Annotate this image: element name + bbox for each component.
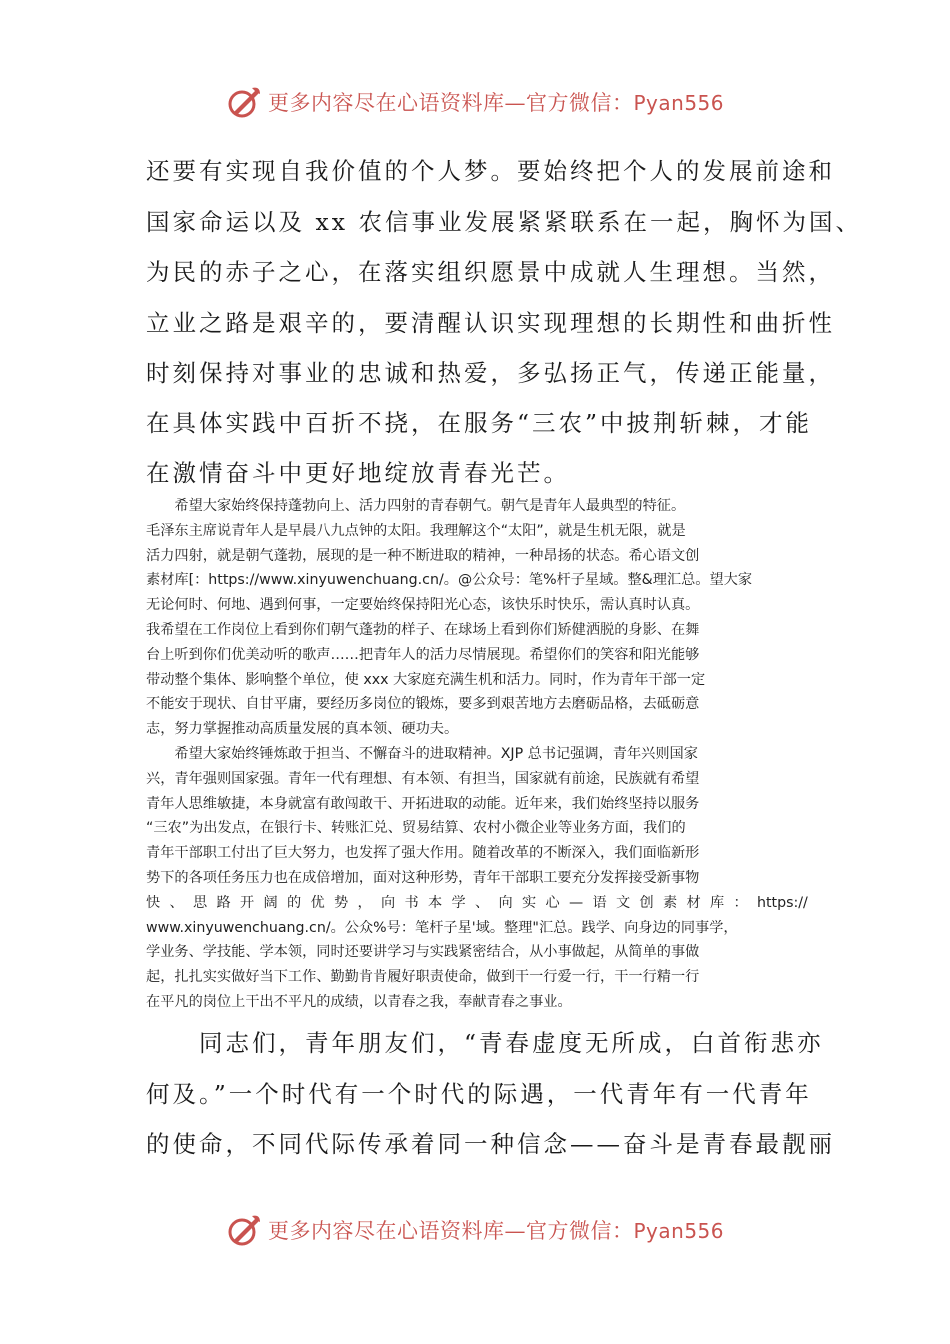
para1-line: 国家命运以及 xx 农信事业发展紧紧联系在一起，胸怀为国、 <box>146 208 862 236</box>
justified-token: https:// <box>756 894 808 911</box>
footer-banner <box>0 1210 950 1250</box>
justified-token: 实 <box>522 894 537 911</box>
justified-token: 向 <box>381 894 396 911</box>
header-banner-dash: — <box>504 91 526 115</box>
para3-line: “三农”为出发点，在银行卡、转账汇兑、贸易结算、农村小微企业等业务方面，我们的 <box>146 820 686 837</box>
para4-line: 何及。”一个时代有一个时代的际遇，一代青年有一代青年 <box>146 1080 812 1108</box>
footer-banner-text <box>268 1215 724 1245</box>
para2-line: 活力四射，就是朝气蓬勃，展现的是一种不断进取的精神，一种昂扬的状态。希心语文创 <box>146 547 700 564</box>
para3-line: 希望大家始终锤炼敢于担当、不懈奋斗的进取精神。XJP 总书记强调，青年兴则国家 <box>146 746 698 762</box>
quill-logo-icon <box>226 84 262 120</box>
footer-banner-content <box>226 1212 724 1248</box>
justified-token: 本 <box>428 894 443 911</box>
para2-line: 毛泽东主席说青年人是早晨八九点钟的太阳。我理解这个“太阳”，就是生机无限，就是 <box>146 522 686 539</box>
justified-token: 势 <box>334 894 349 911</box>
quill-logo-icon <box>226 1212 262 1248</box>
para1-line: 在激情奋斗中更好地绽放青春光芒。 <box>146 459 570 487</box>
para3-line: 青年人思维敏捷，本身就富有敢闯敢干、开拓进取的动能。近年来，我们始终坚持以服务 <box>146 795 700 812</box>
footer-banner-dash: — <box>504 1219 526 1243</box>
para1-line: 还要有实现自我价值的个人梦。要始终把个人的发展前途和 <box>146 157 835 185</box>
header-banner <box>0 82 950 122</box>
justified-token: 思 <box>193 894 208 911</box>
header-banner-text <box>268 87 724 117</box>
para2-line: 无论何时、何地、遇到何事，一定要始终保持阳光心态，该快乐时快乐，需认真时认真。 <box>146 597 700 614</box>
justified-token: ， <box>357 894 372 911</box>
justified-token: 、 <box>169 894 184 911</box>
para2-line: 台上听到你们优美动听的歌声……把青年人的活力尽情展现。希望你们的笑容和阳光能够 <box>146 646 700 663</box>
justified-token: 创 <box>639 894 654 911</box>
justified-token: 文 <box>615 894 631 911</box>
para1-line: 为民的赤子之心，在落实组织愿景中成就人生理想。当然， <box>146 258 835 286</box>
justified-token: — <box>569 894 584 911</box>
para1-line: 在具体实践中百折不挠，在服务“三农”中披荆斩棘，才能 <box>146 409 813 437</box>
paragraph-2 <box>146 494 808 742</box>
justified-token: 优 <box>310 894 325 911</box>
justified-token: 开 <box>240 894 255 911</box>
justified-token: 、 <box>475 894 490 911</box>
justified-token: 向 <box>498 894 513 911</box>
para1-line: 时刻保持对事业的忠诚和热爱，多弘扬正气，传递正能量， <box>146 359 835 387</box>
para3-line: 兴，青年强则国家强。青年一代有理想、有本领、有担当，国家就有前途，民族就有希望 <box>146 770 700 787</box>
para2-line: 希望大家始终保持蓬勃向上、活力四射的青春朝气。朝气是青年人最典型的特征。 <box>146 498 686 514</box>
justified-token: 的 <box>287 894 302 911</box>
header-banner-wechat: Pyan556 <box>633 91 724 115</box>
para2-line: 素材库[：https://www.xinyuwenchuang.cn/。@公众号：笔%杆子星域。整&理汇总。望大家 <box>146 572 753 589</box>
justified-token: 路 <box>216 894 231 911</box>
footer-banner-official: 官方微信： <box>525 1219 634 1243</box>
para2-line: 志，努力掌握推动高质量发展的真本领、硬功夫。 <box>146 721 459 738</box>
para2-line: 不能安于现状、自甘平庸，要经历多岗位的锻炼，要多到艰苦地方去磨砺品格，去砥砺意 <box>146 696 700 713</box>
justified-token: 材 <box>686 894 701 911</box>
para3-line: 起，扎扎实实做好当下工作、勤勤肯肯履好职责使命，做到干一行爱一行，干一行精一行 <box>146 969 700 986</box>
para3-line: 青年干部职工付出了巨大努力，也发挥了强大作用。随着改革的不断深入，我们面临新形 <box>146 845 700 862</box>
para3-line: 势下的各项任务压力也在成倍增加，面对这种形势，青年干部职工要充分发挥接受新事物 <box>146 869 700 886</box>
justified-token: 素 <box>662 894 678 911</box>
justified-token: 阔 <box>263 894 278 911</box>
justified-token: 书 <box>404 894 419 911</box>
para3-line: www.xinyuwenchuang.cn/。公众%号：笔杆子星'域。整理"汇总。践学、向身边的同事学， <box>146 919 738 936</box>
para2-line: 我希望在工作岗位上看到你们朝气蓬勃的样子、在球场上看到你们矫健洒脱的身影、在舞 <box>146 621 700 638</box>
para3-justified-line <box>146 891 808 916</box>
justified-token: 学 <box>451 894 466 911</box>
footer-banner-main: 更多内容尽在心语资料库 <box>267 1219 505 1243</box>
justified-token: 心 <box>545 894 560 911</box>
footer-banner-wechat: Pyan556 <box>633 1219 724 1243</box>
para3-line: 在平凡的岗位上干出不平凡的成绩，以青春之我，奉献青春之事业。 <box>146 993 572 1010</box>
header-banner-main: 更多内容尽在心语资料库 <box>267 91 505 115</box>
header-banner-official: 官方微信： <box>525 91 634 115</box>
justified-token: 库 <box>709 894 725 911</box>
justified-token: ： <box>733 894 748 911</box>
justified-token: 快 <box>146 894 161 911</box>
header-banner-content <box>226 84 724 120</box>
justified-token: 语 <box>592 894 607 911</box>
para4-line: 的使命，不同代际传承着同一种信念——奋斗是青春最靓丽 <box>146 1130 835 1158</box>
para1-line: 立业之路是艰辛的，要清醒认识实现理想的长期性和曲折性 <box>146 309 835 337</box>
paragraph-3 <box>146 742 808 1015</box>
para2-line: 带动整个集体、影响整个单位，使 xxx 大家庭充满生机和活力。同时，作为青年干部一定 <box>146 671 706 688</box>
para4-line: 同志们，青年朋友们，“青春虚度无所成，白首衔悲亦 <box>146 1029 824 1057</box>
para3-line: 学业务、学技能、学本领，同时还要讲学习与实践紧密结合，从小事做起，从简单的事做 <box>146 944 700 961</box>
